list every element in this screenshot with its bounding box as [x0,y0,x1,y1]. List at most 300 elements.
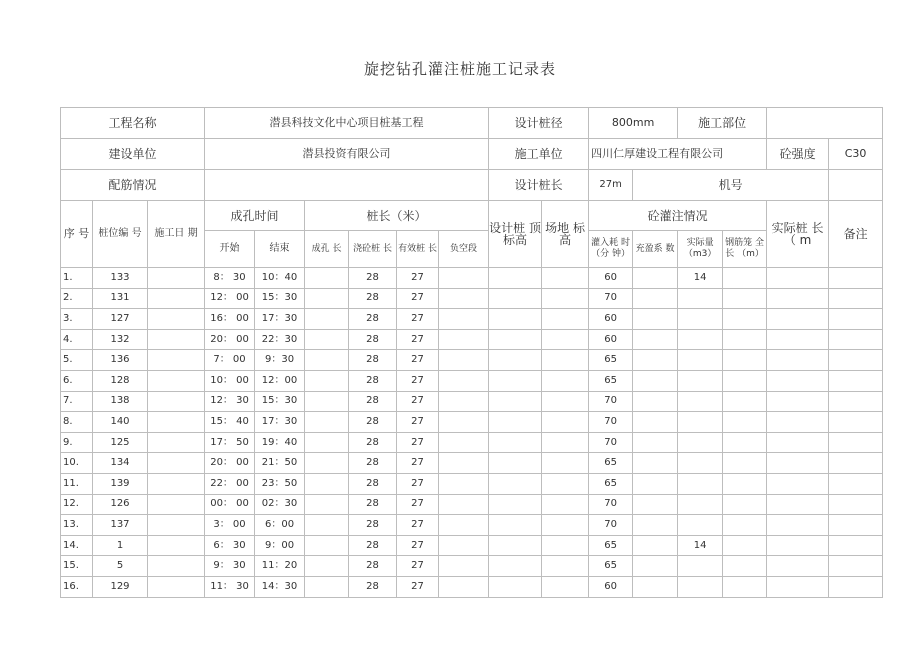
cell-time: 70 [589,494,633,515]
cell-seq: 6. [61,370,93,391]
cell-pile: 129 [93,576,148,597]
cell-empty [439,494,489,515]
rebar-label: 配筋情况 [61,170,205,201]
cell-empty [439,391,489,412]
cell-eff: 27 [397,412,439,433]
cell-empty [439,453,489,474]
design-dia-value: 800mm [589,108,678,139]
cell-time: 70 [589,432,633,453]
table-row [61,412,883,433]
cell-end: 22：30 [255,329,305,350]
cell-vol [678,515,723,536]
cell-end: 15：30 [255,288,305,309]
cell-empty [829,329,883,350]
header-top-elev: 设计桩 顶标高 [489,201,542,268]
header-eff-len: 有效桩 长 [397,231,439,268]
cell-empty [723,432,767,453]
cell-time: 60 [589,329,633,350]
cell-vol [678,309,723,330]
cell-pour: 28 [349,556,397,577]
cell-seq: 3. [61,309,93,330]
cell-empty [305,309,349,330]
header-end: 结束 [255,231,305,268]
cell-empty [767,391,829,412]
cell-empty [767,350,829,371]
header-pour-len: 浇砼桩 长 [349,231,397,268]
cell-seq: 16. [61,576,93,597]
header-hole-len: 成孔 长 [305,231,349,268]
cell-empty [489,309,542,330]
cell-pour: 28 [349,576,397,597]
cell-empty [305,350,349,371]
cell-start: 11： 30 [205,576,255,597]
cell-pour: 28 [349,329,397,350]
header-pour: 砼灌注情况 [589,201,767,231]
cell-pour: 28 [349,268,397,289]
cell-end: 11：20 [255,556,305,577]
table-row [61,329,883,350]
cell-empty [542,453,589,474]
cell-empty [723,288,767,309]
cell-empty [305,453,349,474]
cell-empty [305,391,349,412]
cell-empty [542,412,589,433]
cell-empty [148,576,205,597]
rebar-value [205,170,489,201]
cell-empty [829,556,883,577]
cell-eff: 27 [397,288,439,309]
info-row-project [61,108,883,139]
cell-start: 7： 00 [205,350,255,371]
cell-time: 70 [589,288,633,309]
table-row [61,288,883,309]
cell-empty [148,329,205,350]
cell-end: 19：40 [255,432,305,453]
cell-empty [633,268,678,289]
cell-vol [678,412,723,433]
table-row [61,515,883,536]
page-title: 旋挖钻孔灌注桩施工记录表 [363,60,556,78]
table-row [61,473,883,494]
cell-empty [542,268,589,289]
cell-empty [542,535,589,556]
cell-empty [305,370,349,391]
cell-empty [542,432,589,453]
cell-empty [489,268,542,289]
cell-pour: 28 [349,535,397,556]
header-start: 开始 [205,231,255,268]
table-row [61,576,883,597]
project-name-value: 潜县科技文化中心项目桩基工程 [205,108,489,139]
cell-empty [633,350,678,371]
cell-empty [633,391,678,412]
cell-empty [148,494,205,515]
cell-empty [439,329,489,350]
header-row-top [61,201,883,231]
cell-empty [542,473,589,494]
cell-empty [723,494,767,515]
machine-label: 机号 [633,170,829,201]
header-pile-len: 桩长（米） [305,201,489,231]
cell-empty [767,535,829,556]
cell-empty [542,370,589,391]
machine-value [829,170,883,201]
cell-empty [829,268,883,289]
cell-pour: 28 [349,412,397,433]
header-empty: 负空段 [439,231,489,268]
table-row [61,268,883,289]
cell-empty [305,412,349,433]
cell-eff: 27 [397,268,439,289]
cell-pile: 138 [93,391,148,412]
cell-empty [305,494,349,515]
header-hole-time: 成孔时间 [205,201,305,231]
cell-empty [767,329,829,350]
cell-pile: 134 [93,453,148,474]
cell-empty [542,556,589,577]
cell-empty [829,515,883,536]
cell-end: 23：50 [255,473,305,494]
contractor-label: 施工单位 [489,139,589,170]
cell-empty [829,288,883,309]
cell-empty [633,535,678,556]
cell-start: 22： 00 [205,473,255,494]
header-pile-no: 桩位编 号 [93,201,148,268]
cell-seq: 10. [61,453,93,474]
cell-time: 65 [589,535,633,556]
cell-empty [148,412,205,433]
cell-end: 21：50 [255,453,305,474]
cell-empty [723,391,767,412]
part-label: 施工部位 [678,108,767,139]
cell-pour: 28 [349,494,397,515]
cell-eff: 27 [397,535,439,556]
cell-end: 14：30 [255,576,305,597]
cell-empty [829,350,883,371]
cell-empty [633,370,678,391]
cell-vol [678,350,723,371]
table-row [61,350,883,371]
cell-empty [439,350,489,371]
cell-pile: 128 [93,370,148,391]
cell-empty [723,370,767,391]
cell-pour: 28 [349,432,397,453]
cell-end: 12：00 [255,370,305,391]
cell-empty [829,453,883,474]
cell-empty [829,391,883,412]
cell-empty [489,515,542,536]
header-date: 施工日 期 [148,201,205,268]
cell-pile: 140 [93,412,148,433]
cell-seq: 7. [61,391,93,412]
cell-empty [767,309,829,330]
cell-empty [633,288,678,309]
cell-empty [305,329,349,350]
cell-empty [489,391,542,412]
cell-empty [439,412,489,433]
cell-empty [767,412,829,433]
cell-vol [678,576,723,597]
cell-seq: 5. [61,350,93,371]
cell-pile: 136 [93,350,148,371]
cell-empty [489,473,542,494]
cell-empty [439,309,489,330]
cell-eff: 27 [397,515,439,536]
cell-pile: 1 [93,535,148,556]
cell-empty [633,576,678,597]
cell-pile: 125 [93,432,148,453]
cell-empty [439,576,489,597]
cell-empty [148,391,205,412]
cell-empty [439,556,489,577]
cell-empty [829,412,883,433]
cell-empty [305,556,349,577]
cell-empty [829,494,883,515]
cell-start: 6： 30 [205,535,255,556]
cell-start: 12： 30 [205,391,255,412]
cell-empty [542,576,589,597]
cell-empty [148,288,205,309]
cell-empty [767,494,829,515]
cell-eff: 27 [397,576,439,597]
cell-seq: 8. [61,412,93,433]
cell-empty [633,494,678,515]
cell-empty [542,350,589,371]
cell-start: 20： 00 [205,453,255,474]
table-row [61,453,883,474]
cell-empty [439,535,489,556]
cell-end: 15：30 [255,391,305,412]
cell-empty [723,329,767,350]
cell-time: 65 [589,556,633,577]
cell-empty [767,370,829,391]
cell-empty [723,350,767,371]
cell-time: 60 [589,268,633,289]
cell-end: 10：40 [255,268,305,289]
cell-time: 65 [589,370,633,391]
cell-empty [148,473,205,494]
cell-pile: 5 [93,556,148,577]
cell-empty [723,473,767,494]
cell-empty [633,432,678,453]
cell-empty [489,329,542,350]
cell-start: 15： 40 [205,412,255,433]
cell-pour: 28 [349,309,397,330]
cell-empty [633,309,678,330]
cell-time: 65 [589,350,633,371]
cell-empty [633,329,678,350]
cell-empty [723,309,767,330]
cell-eff: 27 [397,473,439,494]
cell-empty [489,412,542,433]
cell-seq: 15. [61,556,93,577]
cell-vol [678,556,723,577]
cell-time: 70 [589,515,633,536]
cell-empty [148,453,205,474]
cell-time: 65 [589,453,633,474]
cell-empty [305,535,349,556]
cell-empty [148,309,205,330]
cell-pour: 28 [349,391,397,412]
cell-end: 17：30 [255,412,305,433]
cell-empty [305,268,349,289]
cell-empty [723,576,767,597]
cell-time: 70 [589,412,633,433]
table-row [61,432,883,453]
cell-empty [767,432,829,453]
cell-pile: 127 [93,309,148,330]
cell-vol [678,453,723,474]
cell-seq: 11. [61,473,93,494]
cell-empty [542,494,589,515]
cell-empty [542,288,589,309]
cell-seq: 12. [61,494,93,515]
cell-eff: 27 [397,453,439,474]
cell-seq: 1. [61,268,93,289]
cell-empty [489,370,542,391]
header-site-elev: 场地 标 高 [542,201,589,268]
header-seq: 序 号 [61,201,93,268]
cell-empty [723,515,767,536]
cell-end: 02：30 [255,494,305,515]
cell-empty [148,350,205,371]
cell-empty [723,268,767,289]
header-cage-len: 钢筋笼 全长 （m） [723,231,767,268]
cell-pour: 28 [349,515,397,536]
cell-eff: 27 [397,391,439,412]
cell-start: 3： 00 [205,515,255,536]
cell-empty [489,494,542,515]
cell-seq: 2. [61,288,93,309]
cell-empty [723,412,767,433]
cell-empty [829,473,883,494]
cell-start: 20： 00 [205,329,255,350]
cell-pile: 139 [93,473,148,494]
cell-empty [148,268,205,289]
cell-empty [829,535,883,556]
cell-pour: 28 [349,453,397,474]
cell-empty [439,370,489,391]
table-row [61,494,883,515]
cell-vol [678,494,723,515]
cell-empty [633,453,678,474]
cell-pour: 28 [349,350,397,371]
cell-empty [489,576,542,597]
cell-pour: 28 [349,370,397,391]
cell-empty [829,432,883,453]
cell-empty [767,473,829,494]
cell-seq: 9. [61,432,93,453]
table-row [61,391,883,412]
cell-vol [678,473,723,494]
cell-empty [633,515,678,536]
header-pour-time: 灌入耗 时（分 钟） [589,231,633,268]
cell-start: 00： 00 [205,494,255,515]
cell-start: 16： 00 [205,309,255,330]
cell-end: 9：00 [255,535,305,556]
cell-empty [767,515,829,536]
table-row [61,370,883,391]
cell-empty [767,268,829,289]
cell-vol [678,391,723,412]
cell-start: 10： 00 [205,370,255,391]
header-actual-len: 实际桩 长（ m [767,201,829,268]
table-row [61,309,883,330]
cell-time: 70 [589,391,633,412]
cell-start: 9： 30 [205,556,255,577]
cell-pour: 28 [349,473,397,494]
part-value [767,108,883,139]
header-actual-vol: 实际量 （m3） [678,231,723,268]
cell-empty [148,515,205,536]
cell-vol: 14 [678,535,723,556]
cell-empty [767,288,829,309]
cell-time: 60 [589,576,633,597]
cell-vol [678,432,723,453]
cell-empty [439,268,489,289]
cell-empty [633,473,678,494]
cell-eff: 27 [397,494,439,515]
cell-seq: 13. [61,515,93,536]
cell-end: 9：30 [255,350,305,371]
cell-pour: 28 [349,288,397,309]
cell-eff: 27 [397,432,439,453]
cell-empty [439,432,489,453]
cell-vol [678,329,723,350]
cell-empty [305,288,349,309]
cell-seq: 14. [61,535,93,556]
builder-label: 建设单位 [61,139,205,170]
cell-vol [678,288,723,309]
cell-empty [542,391,589,412]
cell-empty [305,432,349,453]
cell-empty [489,288,542,309]
cell-empty [767,453,829,474]
cell-eff: 27 [397,350,439,371]
info-row-rebar [61,170,883,201]
cell-empty [489,535,542,556]
cell-empty [439,473,489,494]
cell-pile: 132 [93,329,148,350]
strength-value: C30 [829,139,883,170]
design-len-value: 27m [589,170,633,201]
cell-empty [489,453,542,474]
cell-empty [148,556,205,577]
cell-empty [305,576,349,597]
cell-end: 6：00 [255,515,305,536]
contractor-value: 四川仁厚建设工程有限公司 [589,139,767,170]
cell-pile: 131 [93,288,148,309]
header-fill-coef: 充盈系 数 [633,231,678,268]
cell-vol [678,370,723,391]
builder-value: 潜县投资有限公司 [205,139,489,170]
cell-empty [489,556,542,577]
cell-pile: 133 [93,268,148,289]
cell-empty [633,412,678,433]
cell-empty [767,556,829,577]
cell-pile: 126 [93,494,148,515]
design-len-label: 设计桩长 [489,170,589,201]
cell-empty [439,515,489,536]
cell-empty [305,515,349,536]
cell-time: 60 [589,309,633,330]
table-row [61,535,883,556]
cell-vol: 14 [678,268,723,289]
cell-empty [148,535,205,556]
cell-empty [489,432,542,453]
cell-empty [829,309,883,330]
cell-time: 65 [589,473,633,494]
